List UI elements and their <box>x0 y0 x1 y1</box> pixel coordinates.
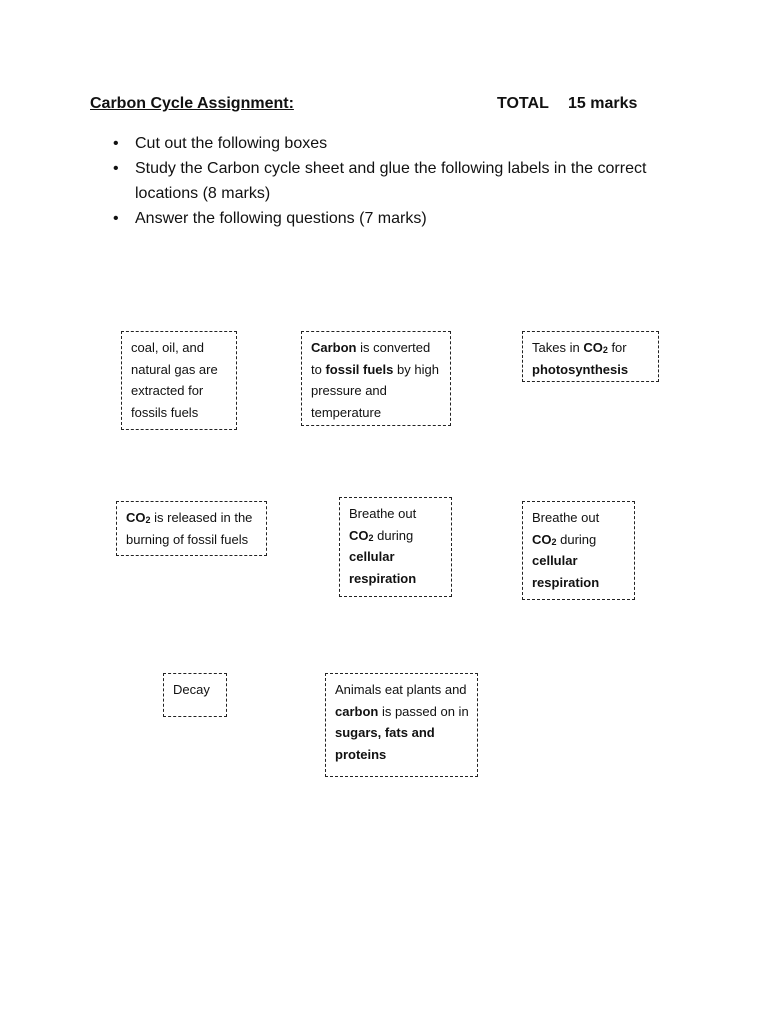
label-text: is released in the burning of fossil fuels <box>126 510 253 547</box>
label-box-feeding <box>325 673 478 777</box>
total-marks: 15 marks <box>568 95 638 112</box>
total-label: TOTAL <box>497 95 549 112</box>
co2-formula: $CO_2$ <box>126 510 151 525</box>
label-text: during <box>556 531 597 547</box>
label-keyword: Carbon <box>311 340 357 355</box>
label-box-photosynthesis <box>522 331 659 382</box>
instruction-list <box>110 131 670 231</box>
co2-formula: $CO_2$ <box>532 531 557 547</box>
label-text: Decay <box>173 682 210 697</box>
label-box-extraction <box>121 331 237 430</box>
instruction-item: • Answer the following questions (7 marks) <box>110 206 670 231</box>
label-box-fossil-fuel-formation <box>301 331 451 426</box>
label-text: Takes in <box>532 340 584 355</box>
assignment-title: Carbon Cycle Assignment: <box>90 95 294 112</box>
label-text: Breathe out <box>349 506 417 521</box>
label-text: Animals eat plants and <box>335 682 467 697</box>
label-box-respiration <box>522 501 635 600</box>
label-keyword: fossil fuels <box>325 361 394 377</box>
label-keyword: cellular respiration <box>349 549 417 586</box>
label-text: by high pressure and temperature <box>311 361 439 420</box>
label-text: is converted to <box>311 340 431 377</box>
label-text: during <box>373 527 414 543</box>
instruction-item: • Study the Carbon cycle sheet and glue the following labels in the correct locations (8 marks) <box>110 156 670 206</box>
label-box-decay <box>163 673 227 717</box>
label-text: Breathe out <box>532 510 600 525</box>
instruction-item: • Cut out the following boxes <box>110 131 670 156</box>
label-text: coal, oil, and natural gas are extracted for fossils fuels <box>131 340 218 420</box>
label-box-combustion <box>116 501 267 556</box>
label-keyword: photosynthesis <box>532 361 629 377</box>
label-keyword: sugars, fats and proteins <box>335 725 435 762</box>
label-text: for <box>607 340 627 355</box>
label-keyword: carbon <box>335 703 379 719</box>
label-box-respiration <box>339 497 452 597</box>
co2-formula: $CO_2$ <box>349 527 374 543</box>
label-keyword: cellular respiration <box>532 553 600 590</box>
co2-formula: $CO_2$ <box>583 340 608 355</box>
label-text: is passed on in <box>378 703 469 719</box>
